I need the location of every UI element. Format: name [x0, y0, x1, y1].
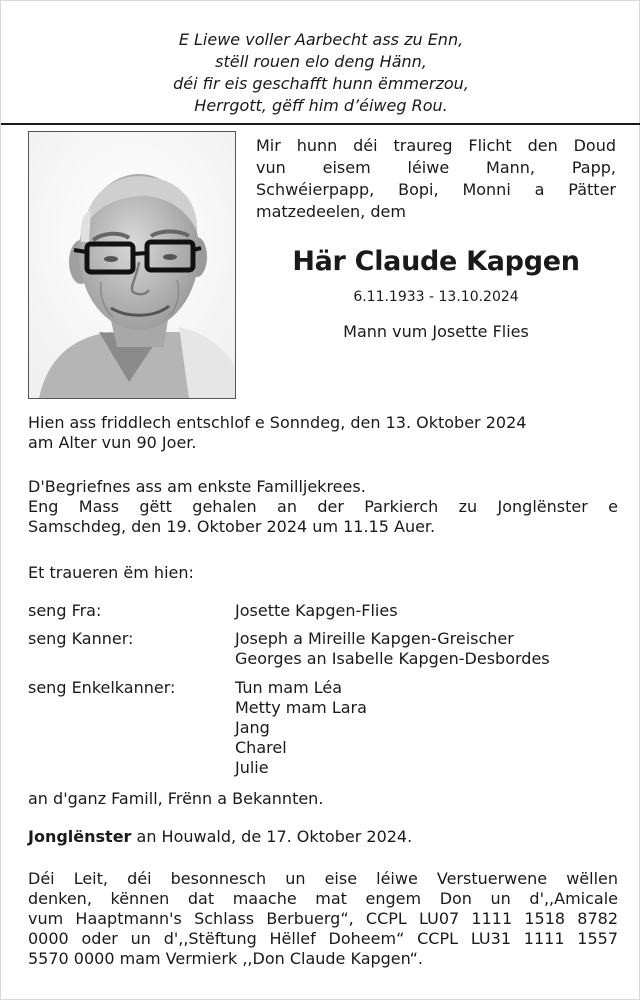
donation-line: 5570 0000 mam Vermierk ,,Don Claude Kapgen“.	[28, 949, 423, 968]
mourner-name: Tun mam Léa	[235, 678, 343, 697]
donation-line: vum Haaptmann's Schlass Berbuerg“, CCPL LU07 1111 1518 8782	[28, 909, 618, 928]
death-notice-line: Hien ass friddlech entschlof e Sonndeg, den 13. Oktober 2024	[28, 413, 527, 432]
poem-line: E Liewe voller Aarbecht ass zu Enn,	[178, 30, 464, 49]
mourner-relation: seng Fra:	[28, 601, 102, 620]
spouse-line: Mann vum Josette Flies	[343, 322, 529, 341]
deceased-name: Här Claude Kapgen	[292, 246, 580, 277]
donation-text	[28, 869, 618, 969]
funeral-line: D'Begriefnes ass am enkste Familljekrees.	[28, 477, 366, 496]
mourner-name: Joseph a Mireille Kapgen-Greischer	[235, 629, 514, 648]
mourner-name: Georges an Isabelle Kapgen-Desbordes	[235, 649, 550, 668]
poem-line: Herrgott, gëff him d’éiweg Rou.	[194, 96, 448, 115]
donation-line: denken, kënnen dat maache mat engem Don un d',,Amicale	[28, 889, 618, 908]
portrait-photo	[28, 131, 236, 399]
place-name: Jonglënster	[28, 827, 132, 846]
death-notice-line: am Alter vun 90 Joer.	[28, 433, 197, 452]
mourner-name: Jang	[235, 718, 270, 737]
intro-line: matzedeelen, dem	[256, 202, 406, 221]
place-date-rest: an Houwald, de 17. Oktober 2024.	[131, 827, 413, 846]
mourner-name: Charel	[235, 738, 287, 757]
funeral-line: Samschdeg, den 19. Oktober 2024 um 11.15 Auer.	[28, 517, 436, 536]
mourner-name: Julie	[235, 758, 269, 777]
mourner-relation: seng Kanner:	[28, 629, 134, 648]
poem-line: stëll rouen elo deng Hänn,	[215, 52, 427, 71]
place-date	[28, 827, 412, 847]
mourners-intro: Et traueren ëm hien:	[28, 563, 194, 582]
intro-line: Mir hunn déi traureg Flicht den Doud	[256, 136, 616, 155]
funeral-line: Eng Mass gëtt gehalen an der Parkierch zu Jonglënster e	[28, 497, 618, 516]
poem-line: déi fir eis geschafft hunn ëmmerzou,	[173, 74, 469, 93]
poem	[21, 29, 621, 117]
mourner-relation: seng Enkelkanner:	[28, 678, 176, 697]
intro-line: vun eisem léiwe Mann, Papp,	[256, 158, 616, 177]
life-dates: 6.11.1933 - 13.10.2024	[353, 289, 519, 305]
mourner-name: Metty mam Lara	[235, 698, 367, 717]
mourners-outro: an d'ganz Famill, Frënn a Bekannten.	[28, 789, 324, 808]
funeral-info	[28, 477, 618, 537]
intro-text	[256, 135, 616, 223]
death-notice	[28, 413, 618, 453]
divider	[1, 123, 640, 125]
mourner-name: Josette Kapgen-Flies	[235, 601, 398, 620]
donation-line: Déi Leit, déi besonnesch un eise léiwe Verstuerwene wëllen	[28, 869, 618, 888]
donation-line: 0000 oder un d',,Stëftung Hëllef Doheem“ CCPL LU31 1111 1557	[28, 929, 618, 948]
intro-line: Schwéierpapp, Bopi, Monni a Pätter	[256, 180, 616, 199]
